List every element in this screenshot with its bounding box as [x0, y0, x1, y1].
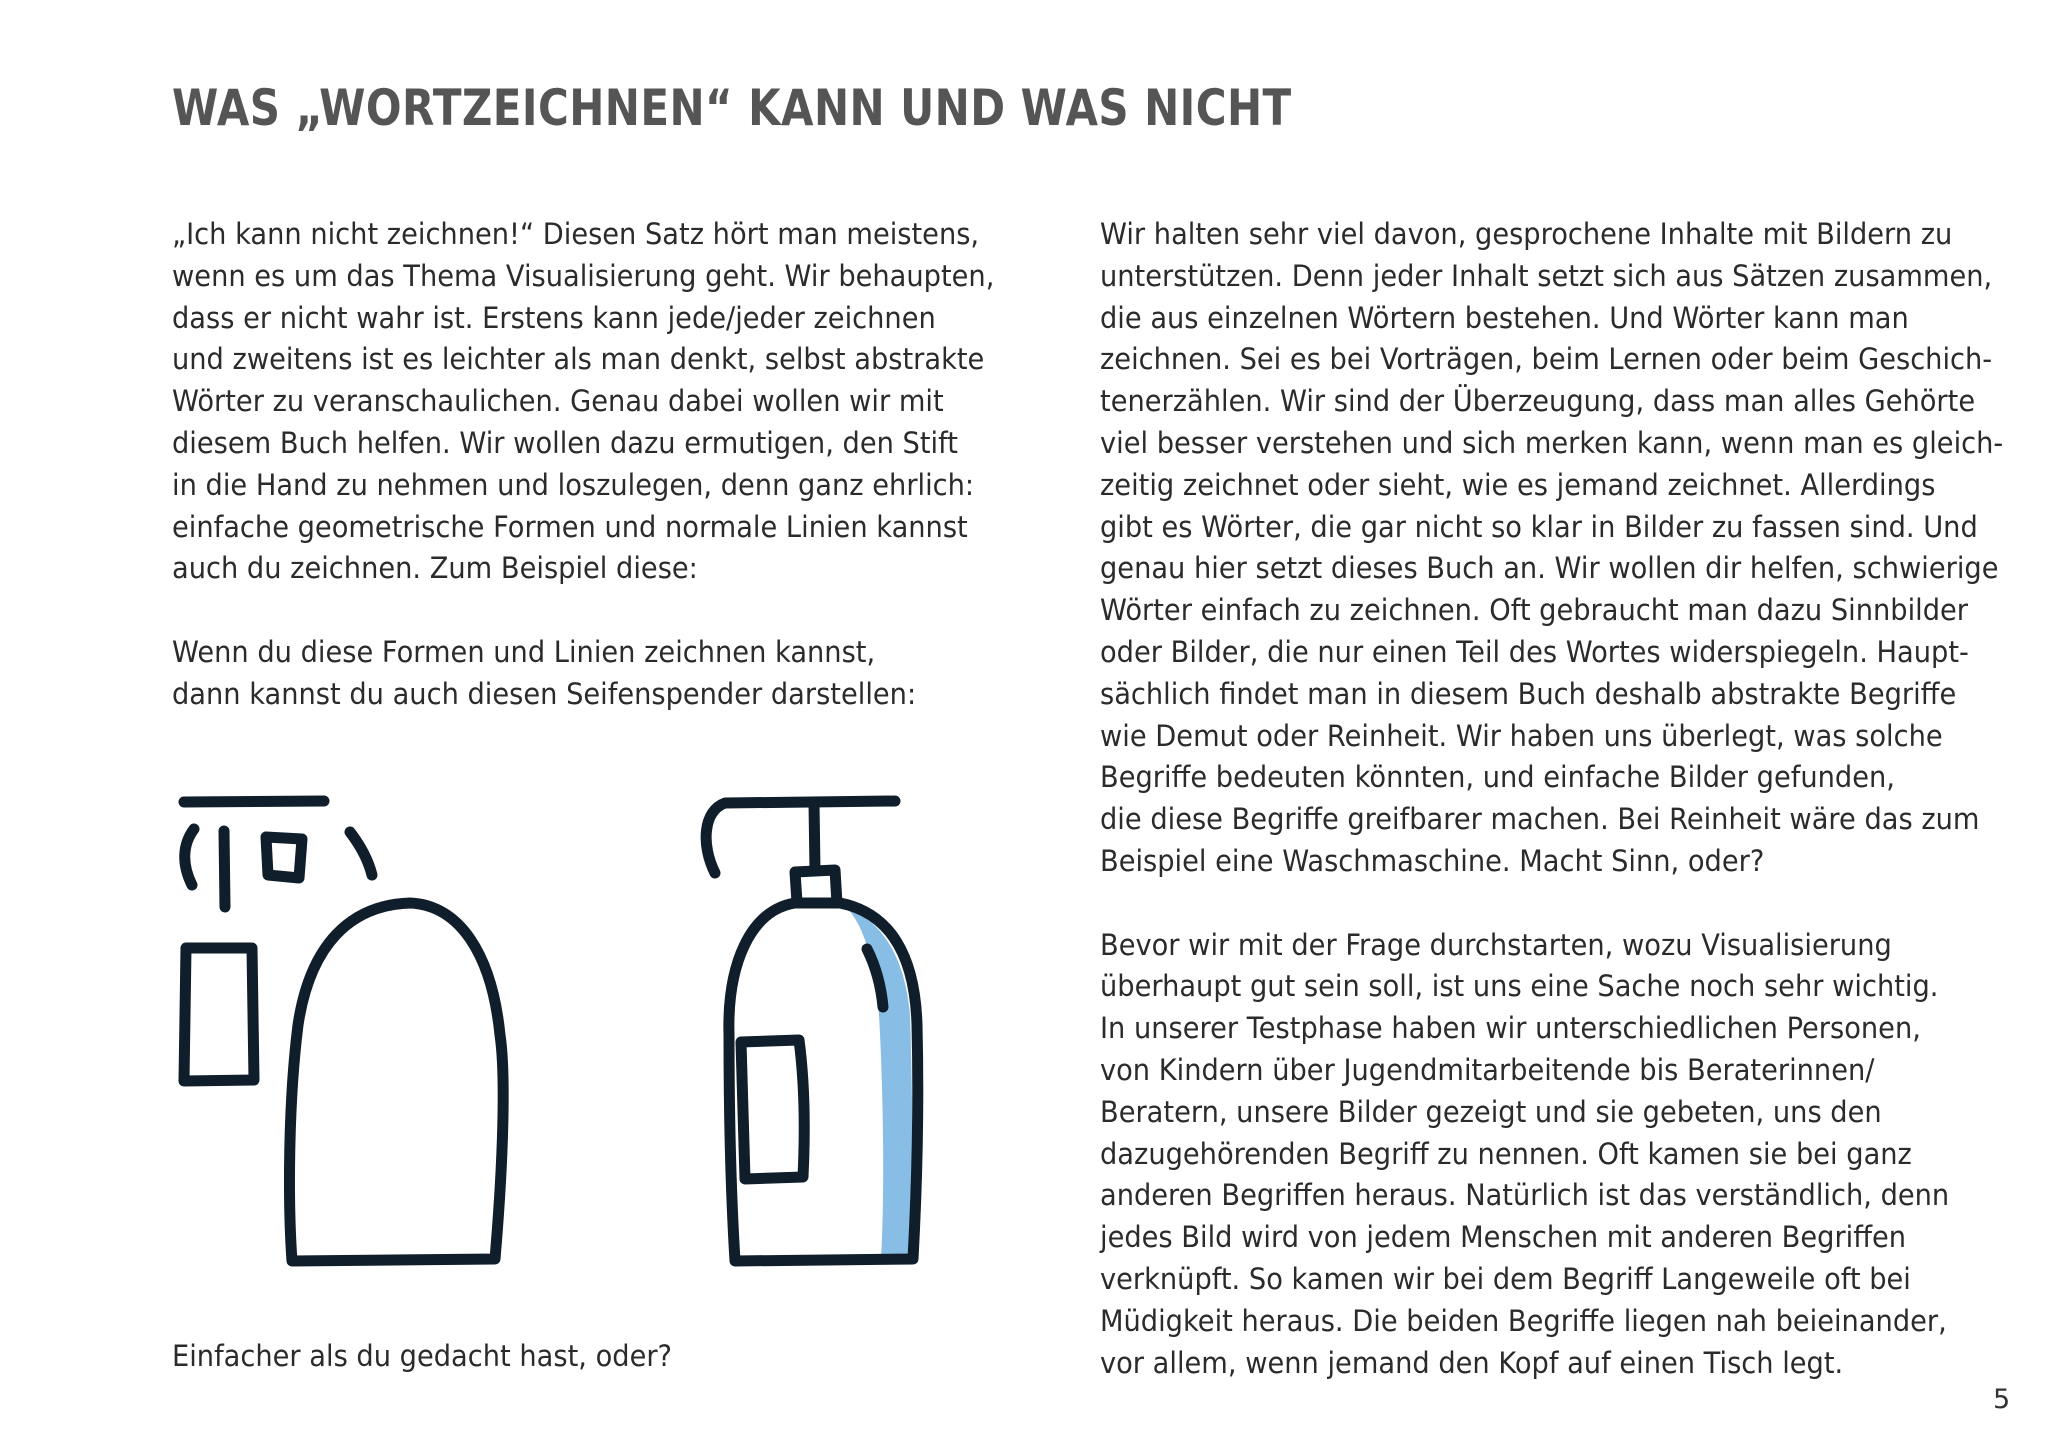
intro-paragraph [172, 214, 1012, 590]
text-line: dann kannst du auch diesen Seifenspender darstellen: [172, 676, 917, 711]
text-line: die aus einzelnen Wörtern bestehen. Und Wörter kann man [1100, 300, 1909, 335]
text-line: und zweitens ist es leichter als man denkt, selbst abstrakte [172, 342, 985, 377]
text-line: Müdigkeit heraus. Die beiden Begriffe liegen nah beieinander, [1100, 1303, 1947, 1338]
small-square [266, 837, 302, 878]
caption: Einfacher als du gedacht hast, oder? [172, 1339, 673, 1373]
text-line: unterstützen. Denn jeder Inhalt setzt sich aus Sätzen zusammen, [1100, 258, 1993, 293]
text-line: Wörter einfach zu zeichnen. Oft gebraucht man dazu Sinnbilder [1100, 593, 1969, 628]
text-line: wenn es um das Thema Visualisierung geht. Wir behaupten, [172, 258, 995, 293]
curved-stroke [185, 829, 194, 885]
text-line: anderen Begriffen heraus. Natürlich ist das verständlich, denn [1100, 1178, 1950, 1213]
dispenser-intro-paragraph [172, 632, 1012, 716]
text-line: verknüpft. So kamen wir bei dem Begriff Langeweile oft bei [1100, 1261, 1911, 1296]
text-line: In unserer Testphase haben wir unterschiedlichen Personen, [1100, 1011, 1921, 1046]
tall-rectangle [184, 948, 254, 1081]
text-line: zeitig zeichnet oder sieht, wie es jemand zeichnet. Allerdings [1100, 467, 1936, 502]
text-line: zeichnen. Sei es bei Vorträgen, beim Lernen oder beim Geschich- [1100, 342, 1993, 377]
text-line: viel besser verstehen und sich merken kann, wenn man es gleich- [1100, 425, 2004, 460]
pump-stem [814, 803, 815, 870]
paragraph-spacer [1100, 883, 1980, 925]
text-line: sächlich findet man in diesem Buch deshalb abstrakte Begriffe [1100, 676, 1957, 711]
text-line: dass er nicht wahr ist. Erstens kann jede/jeder zeichnen [172, 300, 936, 335]
text-line: dazugehörenden Begriff zu nennen. Oft kamen sie bei ganz [1100, 1136, 1912, 1171]
text-line: überhaupt gut sein soll, ist uns eine Sache noch sehr wichtig. [1100, 969, 1939, 1004]
label-rectangle [741, 1040, 804, 1179]
text-line: gibt es Wörter, die gar nicht so klar in Bilder zu fassen sind. Und [1100, 509, 1978, 544]
text-line: Bevor wir mit der Frage durchstarten, wozu Visualisierung [1100, 927, 1892, 962]
paragraph-spacer [172, 590, 1012, 632]
basic-shapes-icon [170, 785, 530, 1285]
slanted-stroke [350, 832, 372, 875]
visualization-paragraph [1100, 214, 2004, 883]
text-line: Wir halten sehr viel davon, gesprochene Inhalte mit Bildern zu [1100, 217, 1953, 251]
text-line: Beratern, unsere Bilder gezeigt und sie gebeten, uns den [1100, 1094, 1882, 1129]
pump-nozzle [706, 801, 895, 873]
text-line: „Ich kann nicht zeichnen!“ Diesen Satz hört man meistens, [172, 217, 980, 251]
text-line: Begriffe bedeuten könnten, und einfache Bilder gefunden, [1100, 760, 1895, 795]
text-line: von Kindern über Jugendmitarbeitende bis Beraterinnen/ [1100, 1052, 1875, 1087]
testphase-paragraph [1100, 925, 1980, 1385]
right-column [1100, 214, 2004, 1384]
text-line: in die Hand zu nehmen und loszulegen, denn ganz ehrlich: [172, 467, 975, 502]
text-line: vor allem, wenn jemand den Kopf auf einen Tisch legt. [1100, 1345, 1844, 1380]
text-line: genau hier setzt dieses Buch an. Wir wollen dir helfen, schwierige [1100, 551, 1999, 586]
text-line: die diese Begriffe greifbarer machen. Bei Reinheit wäre das zum [1100, 802, 1980, 837]
page-title: WAS „WORTZEICHNEN“ KANN UND WAS NICHT [172, 79, 1292, 137]
text-line: wie Demut oder Reinheit. Wir haben uns überlegt, was solche [1100, 718, 1943, 753]
text-line: tenerzählen. Wir sind der Überzeugung, dass man alles Gehörte [1100, 384, 1976, 419]
page-number: 5 [1993, 1384, 2011, 1415]
text-line: Beispiel eine Waschmaschine. Macht Sinn, oder? [1100, 843, 1765, 878]
left-column [172, 214, 1012, 716]
text-line: diesem Buch helfen. Wir wollen dazu ermutigen, den Stift [172, 425, 958, 460]
text-line: oder Bilder, die nur einen Teil des Wortes widerspiegeln. Haupt- [1100, 634, 1969, 669]
text-line: auch du zeichnen. Zum Beispiel diese: [172, 551, 698, 586]
dome-shape [290, 903, 504, 1261]
horizontal-line [184, 801, 324, 802]
text-line: Wörter zu veranschaulichen. Genau dabei wollen wir mit [172, 384, 944, 419]
text-line: einfache geometrische Formen und normale Linien kannst [172, 509, 968, 544]
text-line: Wenn du diese Formen und Linien zeichnen kannst, [172, 634, 876, 669]
vertical-line [224, 831, 225, 907]
text-line: jedes Bild wird von jedem Menschen mit anderen Begriffen [1100, 1220, 1907, 1255]
soap-dispenser-icon [695, 785, 975, 1285]
